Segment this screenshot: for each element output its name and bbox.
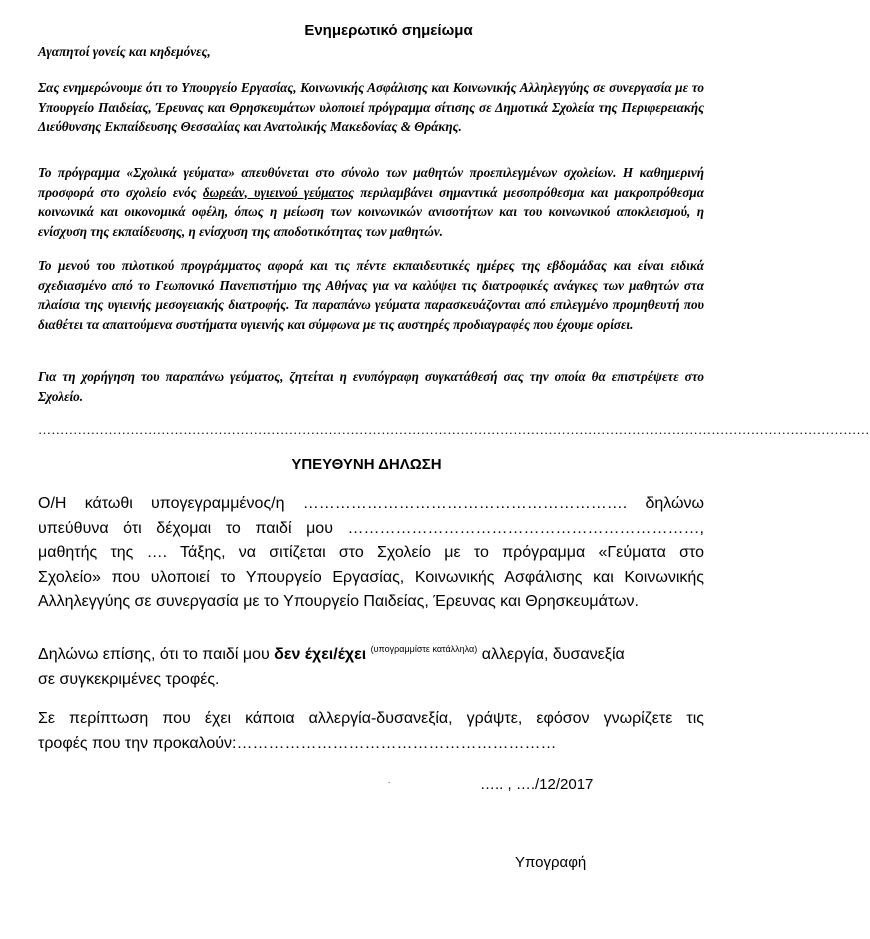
free-meal-underlined: δωρεάν, υγιεινού γεύματος	[202, 184, 354, 200]
notice-paragraph-2	[38, 163, 704, 241]
separator-dotted-line: ………………………………………………………………………………………………………………………………………………………………………	[38, 422, 870, 437]
declaration-line-3: μαθητής της …. Τάξης, να σιτίζεται στο Σχολείο με το πρόγραμμα «Γεύματα στο	[38, 544, 704, 561]
notice-paragraph-1: Σας ενημερώνουμε ότι το Υπουργείο Εργασίας, Κοινωνικής Ασφάλισης και Κοινωνικής Αλληλεγγύης σε συνεργασία με το Υπουργείο Παιδείας, Έρευνας και Θρησκευμάτων υλοποιεί πρόγραμμα σίτισης σε Δημοτικά Σχολεία της Περιφερειακής Διεύθυνσης Εκπαίδευσης Θεσσαλίας και Ανατολικής Μακεδονίας & Θράκης.	[38, 80, 704, 134]
foods-line-2: τροφές που την προκαλούν:……………………………………………………	[38, 734, 557, 752]
stray-dot: .	[388, 776, 391, 785]
signature-label: Υπογραφή	[515, 854, 587, 871]
allergy-text-start: Δηλώνω επίσης, ότι το παιδί μου	[38, 646, 275, 663]
declaration-line-4: Σχολείο» που υλοποιεί το Υπουργείο Εργασίας, Κοινωνικής Ασφάλισης και Κοινωνικής	[38, 568, 704, 586]
notice-paragraph-4: Για τη χορήγηση του παραπάνω γεύματος, ζητείται η ενυπόγραφη συγκατάθεσή σας την οποία θα επιστρέψετε στο Σχολείο.	[38, 369, 704, 404]
allergy-choice: δεν έχει/έχει	[274, 646, 367, 663]
declaration-line-1: Ο/Η κάτωθι υπογεγραμμένος/η ……………………………………………………. δηλώνω	[38, 495, 704, 512]
notice-paragraph-3: Το μενού του πιλοτικού προγράμματος αφορά και τις πέντε εκπαιδευτικές ημέρες της εβδομάδας και είναι ειδικά σχεδιασμένο από το Γεωπονικό Πανεπιστήμιο της Αθήνας για να καλύψει τις διατροφικές ανάγκες των μαθητών στα πλαίσια της υγιεινής μεσογειακής διατροφής. Τα παραπάνω γεύματα παρασκευάζονται από επιλεγμένο προμηθευτή που διαθέτει τα απαιτούμενα συστήματα υγιεινής και σύμφωνα με τις αυστηρές προδιαγραφές που έχουμε ορίσει.	[38, 258, 704, 332]
date-field: ….. , …./12/2017	[480, 776, 594, 793]
allergy-underline-note: (υπογραμμίστε κατάλληλα)	[370, 644, 478, 654]
declaration-paragraph-allergy	[38, 643, 704, 692]
declaration-line-5: Αλληλεγγύης σε συνεργασία με το Υπουργείο Παιδείας, Έρευνας και Θρησκευμάτων.	[38, 593, 639, 610]
allergy-line-2: σε συγκεκριμένες τροφές.	[38, 670, 220, 688]
notice-title: Ενημερωτικό σημείωμα	[304, 22, 473, 39]
notice-greeting: Αγαπητοί γονείς και κηδεμόνες,	[38, 44, 211, 59]
foods-line-1: Σε περίπτωση που έχει κάποια αλλεργία-δυσανεξία, γράψτε, εφόσον γνωρίζετε τις	[38, 710, 704, 727]
notice-paragraph-2-start: Το πρόγραμμα «Σχολικά γεύματα» απευθύνεται στο σύνολο των μαθητών προεπιλεγμένων σχολείων. Η καθημερινή προσφορά στο σχολείο ενός	[38, 165, 704, 200]
declaration-paragraph-foods	[38, 707, 704, 756]
declaration-title: ΥΠΕΥΘΥΝΗ ΔΗΛΩΣΗ	[291, 456, 442, 473]
notice-paragraph-2-end: περιλαμβάνει σημαντικά μεσοπρόθεσμα και μακροπρόθεσμα κοινωνικά και οικονομικά οφέλη, όπως η μείωση των κοινωνικών ανισοτήτων και του κοινωνικού αποκλεισμού, η ενίσχυση της εκπαίδευσης, η ενίσχυση της αποδοτικότητας των μαθητών.	[38, 184, 704, 239]
declaration-line-2: υπεύθυνα ότι δέχομαι το παιδί μου …………………………………………………………,	[38, 519, 704, 537]
allergy-line-1	[38, 643, 704, 668]
declaration-paragraph-1	[38, 492, 704, 615]
allergy-text-end: αλλεργία, δυσανεξία	[477, 646, 625, 663]
